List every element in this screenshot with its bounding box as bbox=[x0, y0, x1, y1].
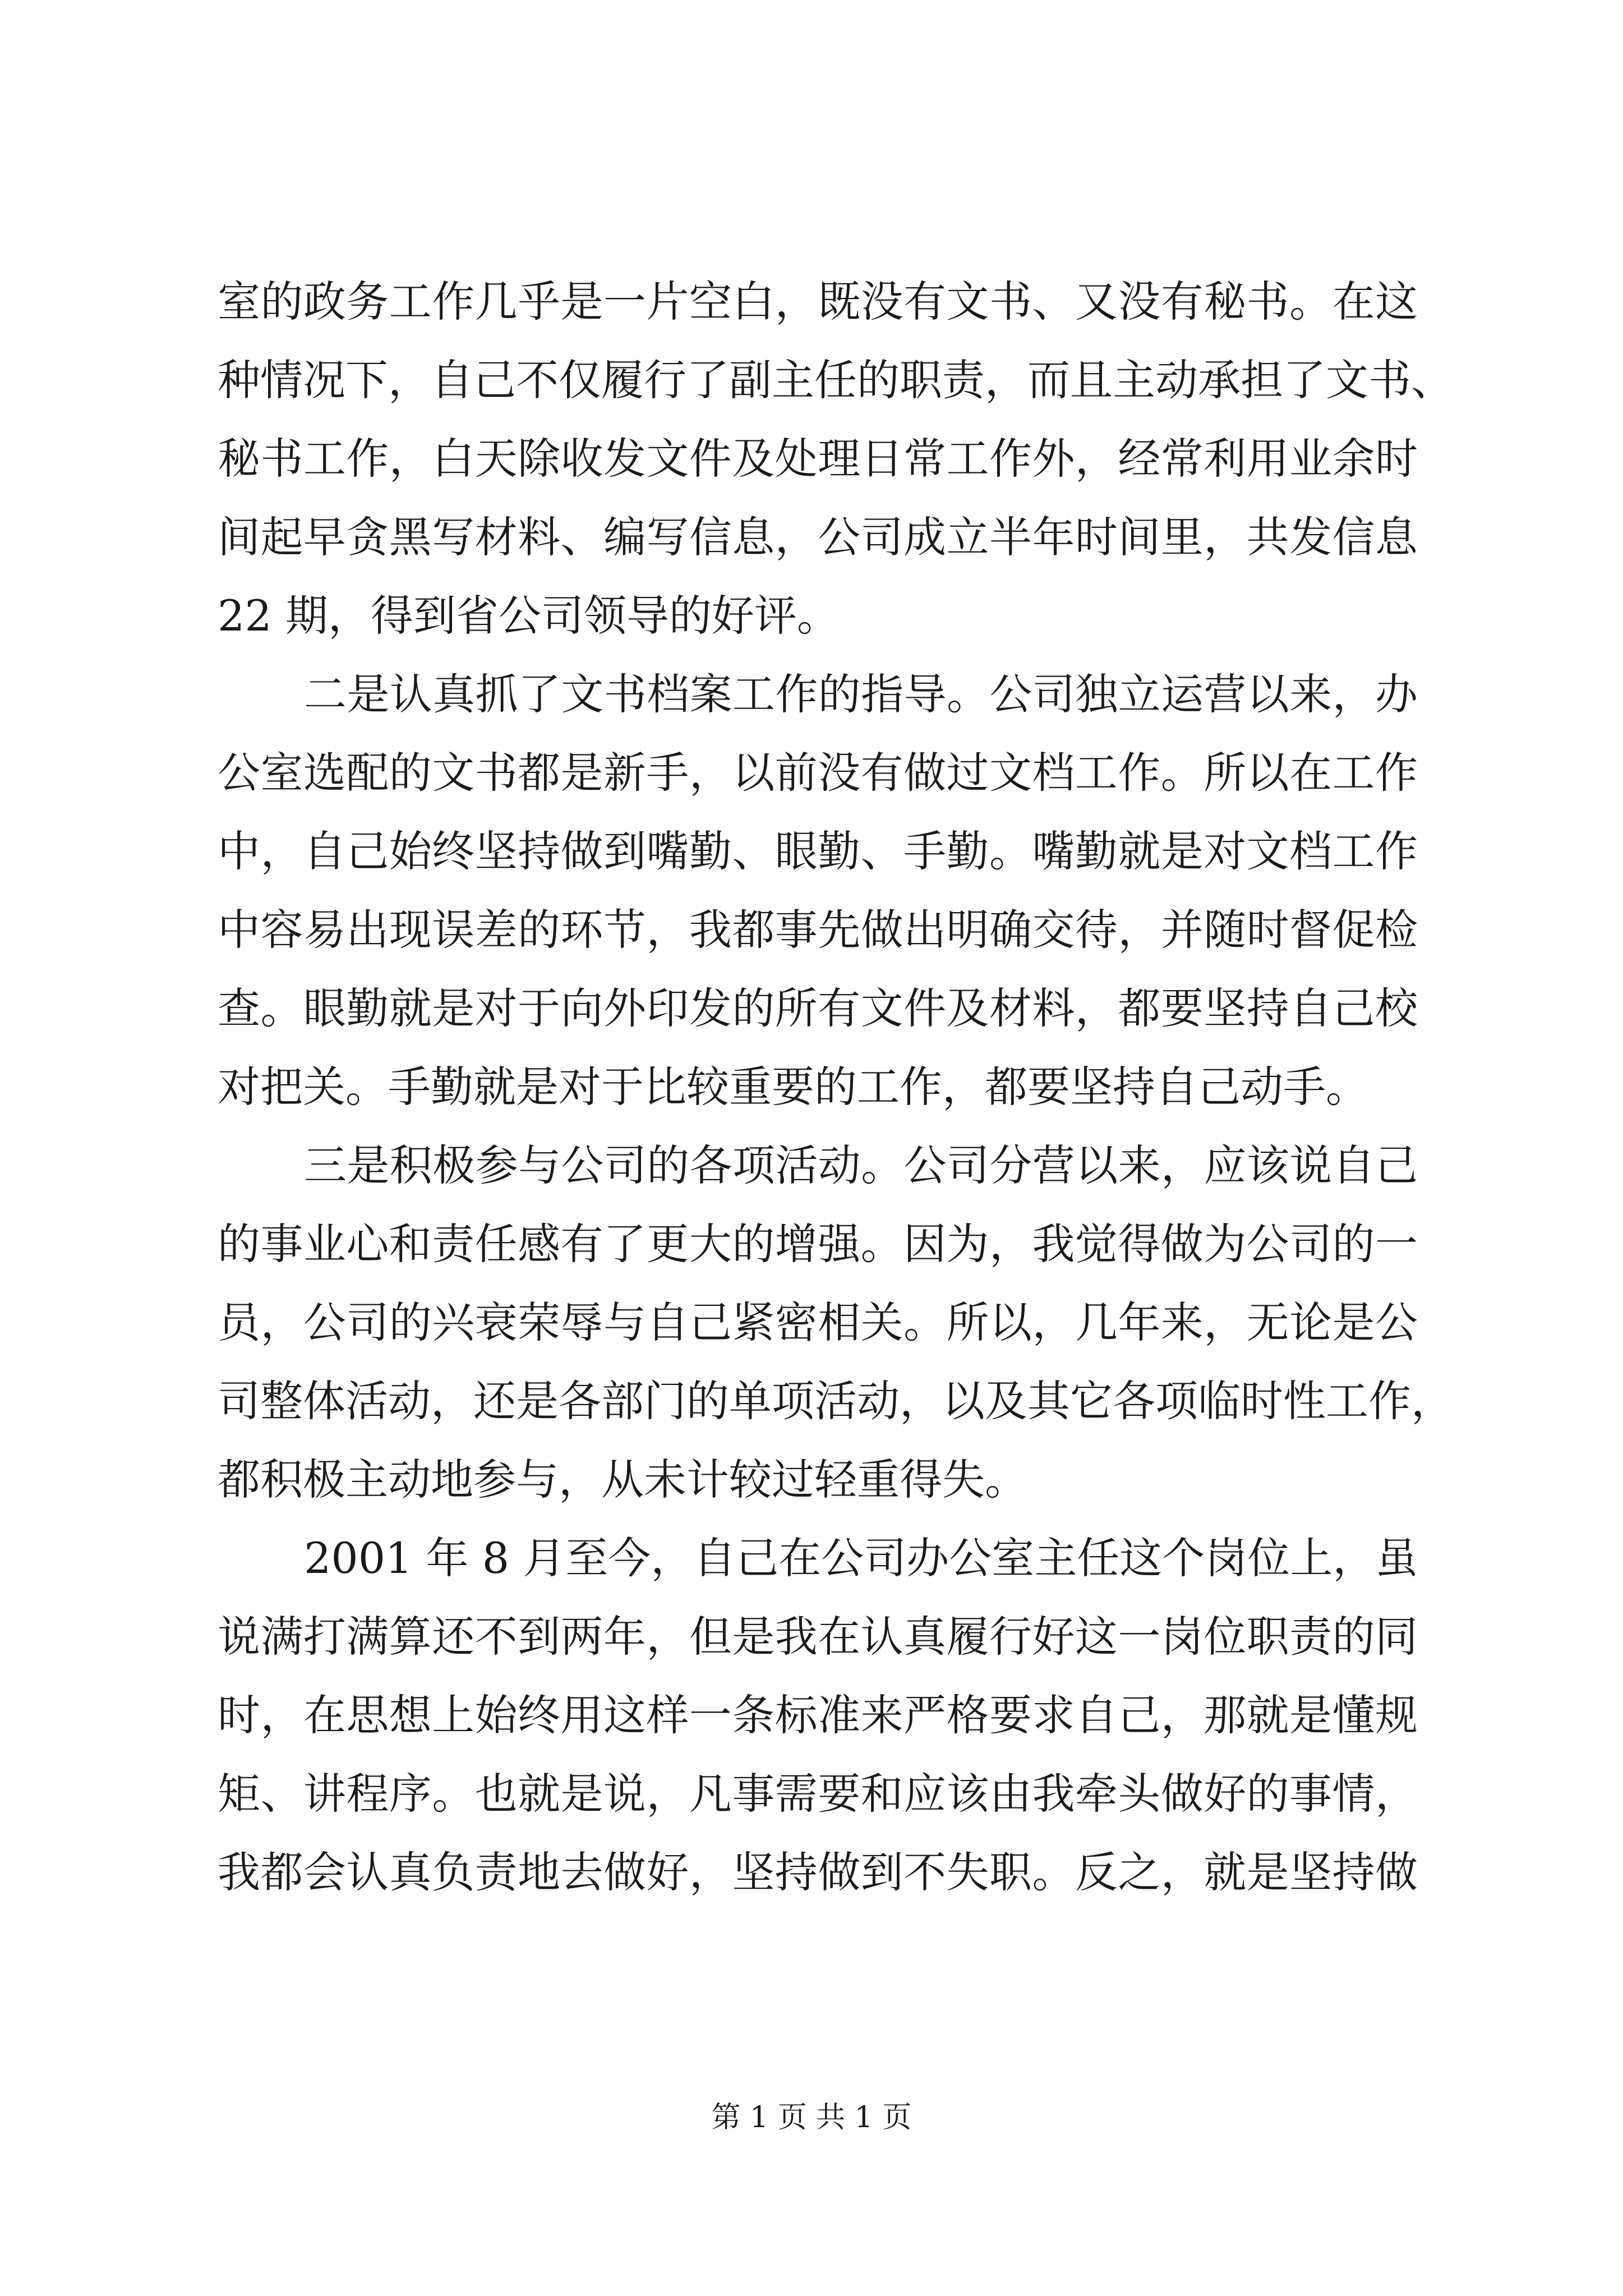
paragraph-first-line: 二是认真抓了文书档案工作的指导。公司独立运营以来，办 bbox=[304, 669, 1418, 719]
text-line: 间起早贪黑写材料、编写信息，公司成立半年时间里，共发信息 bbox=[218, 512, 1418, 562]
paragraph-first-line: 三是积极参与公司的各项活动。公司分营以来，应该说自己 bbox=[304, 1140, 1418, 1190]
text-line: 22 期，得到省公司领导的好评。 bbox=[218, 591, 840, 641]
text-line: 公室选配的文书都是新手，以前没有做过文档工作。所以在工作 bbox=[218, 748, 1418, 798]
text-line: 对把关。手勤就是对于比较重要的工作，都要坚持自己动手。 bbox=[218, 1062, 1368, 1112]
page-number-label: 第 1 页 共 1 页 bbox=[711, 2101, 912, 2134]
text-line: 中容易出现误差的环节，我都事先做出明确交待，并随时督促检 bbox=[218, 905, 1418, 955]
text-line: 司整体活动，还是各部门的单项活动，以及其它各项临时性工作， bbox=[218, 1376, 1454, 1426]
text-line: 时，在思想上始终用这样一条标准来严格要求自己，那就是懂规 bbox=[218, 1690, 1418, 1740]
paragraph-first-line: 2001 年 8 月至今，自己在公司办公室主任这个岗位上，虽 bbox=[304, 1533, 1418, 1583]
page-footer bbox=[0, 2098, 1623, 2137]
text-line: 说满打满算还不到两年，但是我在认真履行好这一岗位职责的同 bbox=[218, 1612, 1418, 1662]
text-line: 中，自己始终坚持做到嘴勤、眼勤、手勤。嘴勤就是对文档工作 bbox=[218, 826, 1418, 876]
text-line: 秘书工作，白天除收发文件及处理日常工作外，经常利用业余时 bbox=[218, 434, 1418, 484]
text-line: 都积极主动地参与，从未计较过轻重得失。 bbox=[218, 1455, 1027, 1504]
text-line: 查。眼勤就是对于向外印发的所有文件及材料，都要坚持自己校 bbox=[218, 983, 1418, 1033]
text-line: 种情况下，自己不仅履行了副主任的职责，而且主动承担了文书、 bbox=[218, 355, 1454, 405]
text-line: 员，公司的兴衰荣辱与自己紧密相关。所以，几年来，无论是公 bbox=[218, 1297, 1418, 1347]
text-line: 的事业心和责任感有了更大的增强。因为，我觉得做为公司的一 bbox=[218, 1219, 1418, 1269]
text-line: 我都会认真负责地去做好，坚持做到不失职。反之，就是坚持做 bbox=[218, 1847, 1418, 1897]
document-body bbox=[218, 263, 1454, 1912]
text-line: 矩、讲程序。也就是说，凡事需要和应该由我牵头做好的事情， bbox=[218, 1769, 1418, 1819]
text-line: 室的政务工作几乎是一片空白，既没有文书、又没有秘书。在这 bbox=[218, 277, 1418, 326]
